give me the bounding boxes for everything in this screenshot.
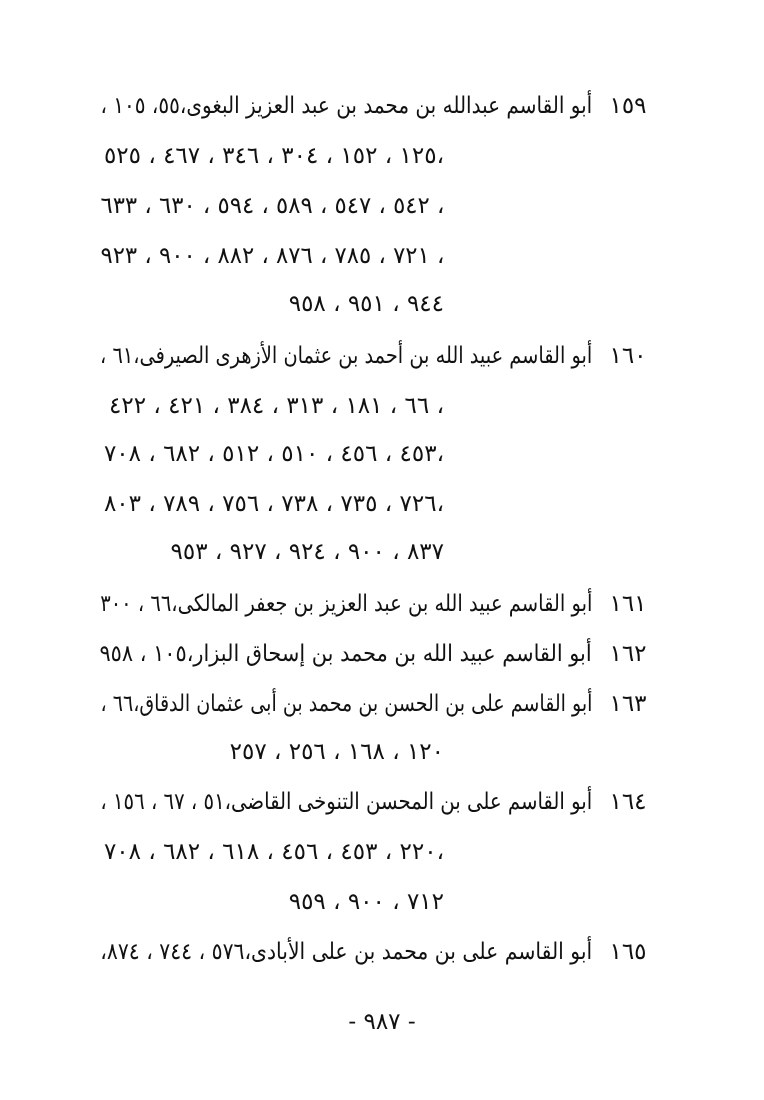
entry-line: أبو القاسم عبدالله بن محمد بن عبد العزيز البغوى،٥٥، ١٠٥ ، [100, 93, 592, 119]
entry-number: ١٥٩ [609, 93, 647, 119]
entry-line: أبو القاسم عبيد الله بن عبد العزيز بن جعفر المالكى،٦٦ ، ٣٠٠ [99, 591, 592, 617]
entry-line: ١٢٥ ، ١٥٢ ، ٣٠٤ ، ٣٤٦ ، ٤٦٧ ، ٥٢٥، [103, 143, 444, 169]
entry-line: ٩٤٤ ، ٩٥١ ، ٩٥٨ [288, 291, 444, 317]
entry-number: ١٦٣ [609, 691, 647, 717]
entry-line: ٥٤٢ ، ٥٤٧ ، ٥٨٩ ، ٥٩٤ ، ٦٣٠ ، ٦٣٣ ، [100, 193, 444, 219]
entry-line: ٧٢٦ ، ٧٣٥ ، ٧٣٨ ، ٧٥٦ ، ٧٨٩ ، ٨٠٣، [103, 491, 444, 517]
entry-number: ١٦٠ [609, 343, 647, 369]
entry-number: ١٦٥ [609, 939, 647, 965]
entry-number: ١٦١ [609, 591, 647, 617]
entry-line: أبو القاسم عبيد الله بن محمد بن إسحاق البزار،١٠٥ ، ٩٥٨ [99, 641, 592, 667]
entry-line: ٦٦ ، ١٨١ ، ٣١٣ ، ٣٨٤ ، ٤٢١ ، ٤٢٢ ، [109, 393, 444, 419]
entry-line: أبو القاسم على بن المحسن التنوخى القاضى،٥١ ، ٦٧ ، ١٥٦ ، [100, 789, 592, 815]
entry-line: ٢٢٠ ، ٤٥٣ ، ٤٥٦ ، ٦١٨ ، ٦٨٢ ، ٧٠٨، [103, 839, 444, 865]
entry-line: ١٢٠ ، ١٦٨ ، ٢٥٦ ، ٢٥٧ [229, 739, 444, 765]
entry-number: ١٦٢ [609, 641, 647, 667]
page-number: - ٩٨٧ - [348, 1009, 416, 1035]
entry-number: ١٦٤ [609, 789, 647, 815]
entry-line: أبو القاسم على بن محمد بن على الأبادى،٥٧٦ ، ٧٤٤ ، ٨٧٤، [100, 939, 593, 965]
entry-line: أبو القاسم عبيد الله بن أحمد بن عثمان الأزهرى الصيرفى،٦١ ، [99, 343, 592, 369]
entry-line: أبو القاسم على بن الحسن بن محمد بن أبى عثمان الدقاق،٦٦ ، [100, 691, 592, 717]
entry-line: ٧١٢ ، ٩٠٠ ، ٩٥٩ [288, 889, 444, 915]
entry-line: ٤٥٣ ، ٤٥٦ ، ٥١٠ ، ٥١٢ ، ٦٨٢ ، ٧٠٨، [103, 441, 444, 467]
entry-line: ٧٢١ ، ٧٨٥ ، ٨٧٦ ، ٨٨٢ ، ٩٠٠ ، ٩٢٣ ، [100, 243, 444, 269]
entry-line: ٨٣٧ ، ٩٠٠ ، ٩٢٤ ، ٩٢٧ ، ٩٥٣ [170, 539, 444, 565]
